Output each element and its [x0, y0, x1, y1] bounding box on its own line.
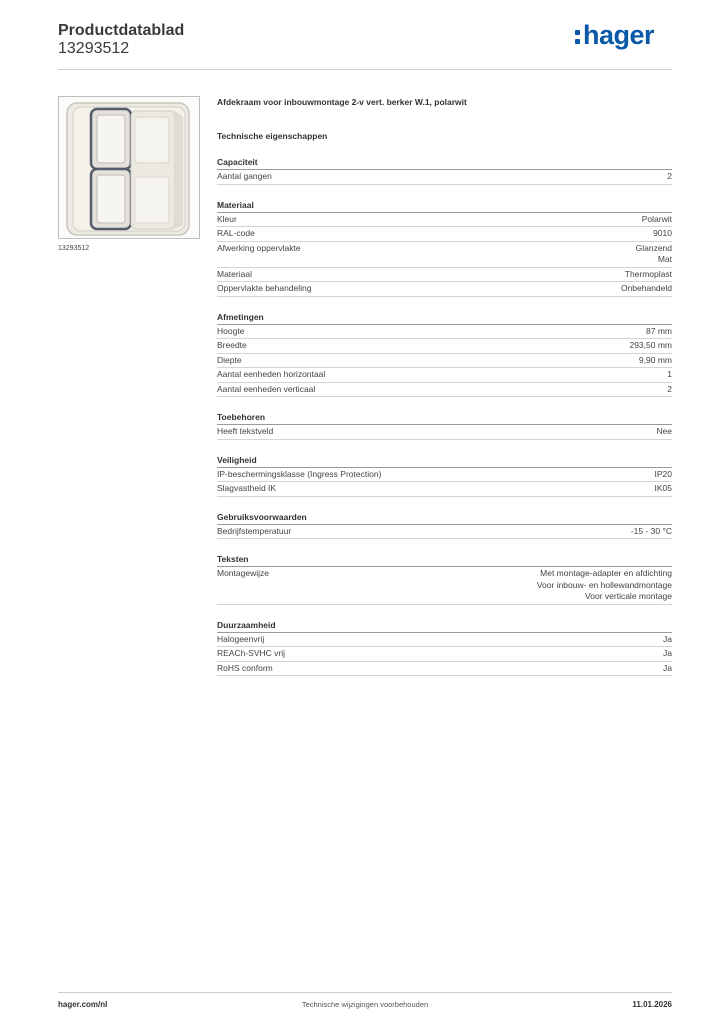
spec-label: Materiaal: [217, 268, 252, 279]
spec-label: Aantal gangen: [217, 171, 272, 181]
spec-label: Oppervlakte behandeling: [217, 283, 312, 293]
spec-label: Halogeenvrij: [217, 633, 265, 644]
spec-row: [217, 567, 672, 605]
spec-label: Breedte: [217, 340, 247, 350]
spec-value: [663, 663, 672, 675]
spec-value: [667, 369, 672, 381]
spec-row: [217, 268, 672, 283]
spec-value-line: Onbehandeld: [620, 283, 672, 293]
spec-row: [217, 368, 672, 383]
product-description: Afdekraam voor inbouwmontage 2-v vert. berker W.1, polarwit: [217, 97, 467, 107]
hager-logo: [575, 20, 654, 51]
spec-group: [217, 454, 672, 497]
spec-row: [217, 242, 672, 268]
spec-value-line: 293,50 mm: [629, 340, 672, 350]
spec-value: [667, 384, 672, 396]
spec-row: [217, 482, 672, 497]
product-image: [58, 96, 200, 239]
spec-value-line: 1: [667, 369, 672, 379]
spec-value: [655, 483, 673, 495]
spec-row: [217, 339, 672, 354]
spec-value: [642, 214, 672, 226]
spec-value-line: Thermoplast: [624, 268, 672, 279]
spec-group: [217, 553, 672, 605]
spec-group: [217, 199, 672, 297]
image-caption: 13293512: [58, 245, 90, 252]
spec-row: [217, 525, 672, 540]
spec-group: [217, 411, 672, 440]
spec-label: REACh-SVHC vrij: [217, 648, 286, 658]
spec-row: [217, 325, 672, 340]
spec-group: [217, 511, 672, 540]
group-title: Toebehoren: [217, 411, 672, 425]
group-title: Capaciteit: [217, 156, 672, 170]
spec-value: [621, 283, 672, 295]
spec-value: [625, 269, 672, 281]
logo-text: hager: [582, 20, 654, 50]
page-footer: [58, 992, 672, 1012]
spec-value-line: 9,90 mm: [638, 354, 672, 365]
spec-label: Heeft tekstveld: [217, 426, 274, 436]
spec-row: [217, 662, 672, 677]
spec-label: Kleur: [217, 213, 237, 224]
spec-label: RAL-code: [217, 228, 255, 238]
spec-group: [217, 156, 672, 185]
spec-label: RoHS conform: [217, 662, 273, 673]
group-title: Materiaal: [217, 199, 672, 213]
spec-value: [629, 340, 672, 352]
spec-value: [537, 568, 672, 603]
spec-label: Bedrijfstemperatuur: [217, 525, 292, 536]
spec-value-line: 2: [667, 171, 672, 181]
spec-value: [639, 355, 672, 367]
spec-row: [217, 425, 672, 440]
group-title: Duurzaamheid: [217, 619, 672, 633]
spec-value-line: Polarwit: [641, 213, 672, 224]
spec-value: [667, 171, 672, 183]
spec-group: [217, 311, 672, 398]
footer-date: 11.01.2026: [632, 1000, 672, 1009]
spec-row: [217, 282, 672, 297]
footer-website: hager.com/nl: [58, 1000, 108, 1009]
spec-row: [217, 633, 672, 648]
spec-value: [631, 526, 672, 538]
group-title: Gebruiksvoorwaarden: [217, 511, 672, 525]
spec-row: [217, 213, 672, 228]
spec-label: Aantal eenheden verticaal: [217, 383, 316, 394]
spec-label: Diepte: [217, 354, 242, 365]
spec-row: [217, 227, 672, 242]
spec-value-line: 9010: [653, 228, 672, 238]
group-title: Veiligheid: [217, 454, 672, 468]
spec-value-line: -15 - 30 °C: [630, 525, 672, 536]
spec-value: [646, 326, 672, 338]
document-title: Productdatablad: [58, 22, 185, 39]
spec-value-line: Ja: [663, 648, 672, 658]
spec-value-line: Ja: [663, 662, 672, 673]
spec-value-line: IK05: [654, 483, 672, 493]
spec-row: [217, 354, 672, 369]
spec-label: Slagvastheid IK: [217, 483, 277, 493]
spec-row: [217, 647, 672, 662]
cover-frame-image: [59, 97, 199, 238]
logo-dots-icon: [575, 28, 581, 46]
spec-value-line: Glanzend: [635, 242, 672, 253]
group-title: Teksten: [217, 553, 672, 567]
spec-row: [217, 170, 672, 185]
footer-disclaimer: Technische wijzigingen voorbehouden: [301, 1000, 429, 1009]
group-title: Afmetingen: [217, 311, 672, 325]
section-title: Technische eigenschappen: [217, 131, 328, 141]
spec-value-line: Voor verticale montage: [585, 591, 672, 601]
spec-value: [663, 648, 672, 660]
spec-row: [217, 468, 672, 483]
spec-value-line: Met montage-adapter en afdichting: [540, 568, 672, 578]
spec-value-line: Ja: [663, 633, 672, 644]
spec-value: [663, 634, 672, 646]
spec-value: [655, 469, 673, 481]
spec-value-line: Voor inbouw- en hollewandmontage: [536, 579, 672, 590]
spec-label: Aantal eenheden horizontaal: [217, 369, 326, 379]
spec-label: IP-beschermingsklasse (Ingress Protection): [217, 468, 382, 479]
page-header: [58, 22, 672, 70]
spec-group: [217, 619, 672, 677]
spec-groups: [217, 156, 672, 676]
spec-label: Montagewijze: [217, 568, 269, 578]
spec-value-line: 2: [667, 383, 672, 394]
spec-value: [653, 228, 672, 240]
spec-row: [217, 383, 672, 398]
spec-value-line: Nee: [656, 426, 672, 436]
spec-label: Afwerking oppervlakte: [217, 242, 301, 253]
specifications-content: [217, 96, 672, 676]
spec-label: Hoogte: [217, 325, 245, 336]
spec-value-line: Mat: [657, 254, 672, 264]
product-number: 13293512: [58, 40, 130, 57]
spec-value-line: IP20: [654, 468, 672, 479]
spec-value: [656, 426, 672, 438]
spec-value: [636, 243, 672, 266]
spec-value-line: 87 mm: [646, 325, 672, 336]
